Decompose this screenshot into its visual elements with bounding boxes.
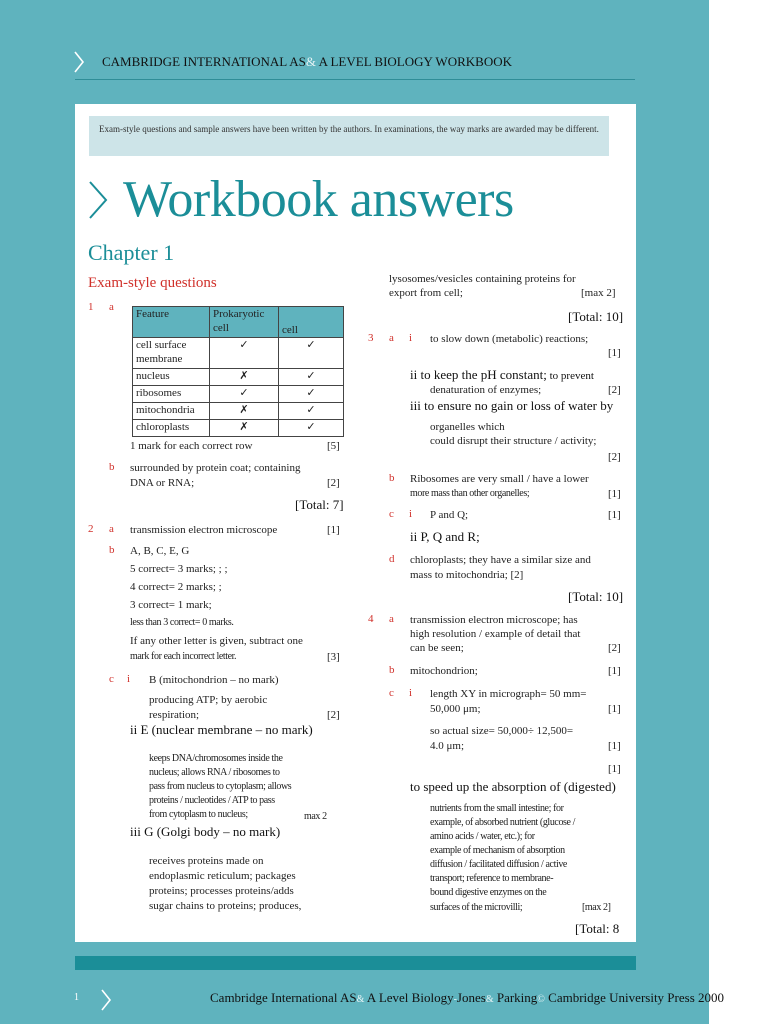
- answer-text: proteins; processes proteins/adds: [149, 885, 294, 897]
- table-header-row: [133, 307, 344, 338]
- answer-text: 50,000 μm;: [430, 703, 481, 715]
- answer-text: more mass than other organelles;: [410, 488, 530, 499]
- table-header: Prokaryotic cell: [210, 307, 279, 338]
- part-letter: b: [389, 472, 395, 484]
- mark-allocation: max 2: [304, 811, 327, 822]
- answer-text: 5 correct= 3 marks; ; ;: [130, 563, 228, 575]
- answer-text: transport; reference to membrane-: [430, 873, 554, 884]
- table-cell: ribosomes: [133, 386, 210, 403]
- mark-allocation: [1]: [608, 763, 621, 775]
- answer-text: 3 correct= 1 mark;: [130, 599, 212, 611]
- mark-allocation: [1]: [608, 488, 621, 500]
- mark-allocation: [5]: [327, 440, 340, 452]
- table-row: [133, 403, 344, 420]
- answer-text: lysosomes/vesicles containing proteins for: [389, 273, 576, 285]
- table-cell: ✓: [210, 338, 279, 369]
- table-header: Feature: [133, 307, 210, 338]
- answer-text: chloroplasts; they have a similar size and: [410, 554, 591, 566]
- answer-text: sugar chains to proteins; produces,: [149, 900, 302, 912]
- mark-allocation: [max 2]: [581, 287, 616, 299]
- sub-question: to speed up the absorption of (digested): [410, 779, 616, 794]
- chapter-heading: Chapter 1: [88, 240, 175, 265]
- sub-question: ii E (nuclear membrane – no mark): [130, 722, 313, 737]
- table-cell: ✓: [279, 369, 344, 386]
- answer-text: 1 mark for each correct row: [130, 440, 253, 452]
- table-cell: ✗: [210, 420, 279, 437]
- answer-text: Ribosomes are very small / have a lower: [410, 473, 589, 485]
- answer-text: to slow down (metabolic) reactions;: [430, 333, 589, 345]
- answer-text: nucleus; allows RNA / ribosomes to: [149, 767, 280, 778]
- table-cell: ✓: [210, 386, 279, 403]
- part-numeral: i: [409, 508, 413, 520]
- sub-question: iii to ensure no gain or loss of water by: [410, 398, 614, 413]
- mark-allocation: [3]: [327, 651, 340, 663]
- mark-allocation: [2]: [327, 709, 340, 721]
- answer-text: 4.0 μm;: [430, 740, 465, 752]
- mark-allocation: [2]: [608, 384, 621, 396]
- answer-text: organelles which: [430, 421, 505, 433]
- answer-text: DNA or RNA;: [130, 477, 195, 489]
- answer-text: receives proteins made on: [149, 855, 264, 867]
- section-heading: Exam-style questions: [88, 275, 217, 291]
- part-letter: b: [109, 544, 115, 556]
- answer-text: amino acids / water, etc.); for: [430, 831, 535, 842]
- chevron-right-icon: [87, 180, 109, 220]
- mark-allocation: [2]: [327, 477, 340, 489]
- question-number: 1: [88, 301, 94, 313]
- answer-text: producing ATP; by aerobic: [149, 694, 268, 706]
- table-row: [133, 386, 344, 403]
- mark-allocation: [1]: [608, 509, 621, 521]
- table-cell: ✓: [279, 338, 344, 369]
- sub-question: ii to keep the pH constant; to prevent: [410, 367, 594, 382]
- answer-page: [75, 104, 636, 942]
- answer-text: can be seen;: [410, 642, 464, 654]
- answer-text: mitochondrion;: [410, 665, 478, 677]
- chevron-right-icon: [72, 50, 86, 74]
- answer-text: so actual size= 50,000÷ 12,500=: [430, 725, 574, 737]
- table-row: [133, 420, 344, 437]
- answer-text: nutrients from the small intestine; for: [430, 803, 564, 814]
- table-header: cell: [279, 307, 344, 338]
- question-total: [Total: 7]: [295, 497, 344, 512]
- answer-text: P and Q;: [430, 509, 469, 521]
- answer-text: respiration;: [149, 709, 200, 721]
- answer-text: pass from nucleus to cytoplasm; allows: [149, 781, 292, 792]
- answer-text: mass to mitochondria; [2]: [410, 569, 524, 581]
- page-title: Workbook answers: [123, 171, 514, 228]
- table-cell: ✗: [210, 403, 279, 420]
- answer-text: denaturation of enzymes;: [430, 384, 542, 396]
- answer-text: high resolution / example of detail that: [410, 628, 581, 640]
- answer-text: mark for each incorrect letter.: [130, 651, 237, 662]
- mark-allocation: [max 2]: [582, 902, 611, 913]
- answer-text: example of mechanism of absorption: [430, 845, 565, 856]
- footer-credit: Cambridge International AS& A Level Biology-Jones& Parking© Cambridge University Press 2000: [210, 990, 724, 1005]
- table-cell: ✓: [279, 420, 344, 437]
- answer-text: could disrupt their structure / activity;: [430, 435, 597, 447]
- part-letter: b: [109, 461, 115, 473]
- part-letter: a: [389, 332, 394, 344]
- answer-text: transmission electron microscope: [130, 524, 278, 536]
- answer-text: proteins / nucleotides / ATP to pass: [149, 795, 275, 806]
- part-letter: a: [109, 301, 114, 313]
- answer-text: length XY in micrograph= 50 mm=: [430, 688, 587, 700]
- answer-text: bound digestive enzymes on the: [430, 887, 547, 898]
- sub-question: iii G (Golgi body – no mark): [130, 824, 281, 839]
- answer-text: surrounded by protein coat; containing: [130, 462, 301, 474]
- header-divider: [75, 79, 635, 80]
- answer-text: transmission electron microscope; has: [410, 614, 578, 626]
- part-letter: c: [389, 687, 394, 699]
- answer-text: keeps DNA/chromosomes inside the: [149, 753, 283, 764]
- answer-text: 4 correct= 2 marks; ;: [130, 581, 222, 593]
- answer-text: from cytoplasm to nucleus;: [149, 809, 248, 820]
- part-numeral: i: [127, 673, 131, 685]
- part-letter: a: [389, 613, 394, 625]
- part-letter: c: [109, 673, 114, 685]
- mark-allocation: [1]: [608, 665, 621, 677]
- table-row: [133, 338, 344, 369]
- answer-text: export from cell;: [389, 287, 463, 299]
- answer-text: diffusion / facilitated diffusion / active: [430, 859, 567, 870]
- footer-bar: [75, 956, 636, 970]
- part-letter: a: [109, 523, 114, 535]
- sub-question: ii P, Q and R;: [410, 529, 480, 544]
- part-numeral: i: [409, 687, 413, 699]
- answer-text: example, of absorbed nutrient (glucose /: [430, 817, 576, 828]
- table-cell: ✗: [210, 369, 279, 386]
- chevron-right-icon: [99, 988, 113, 1012]
- answer-text: B (mitochondrion – no mark): [149, 674, 279, 686]
- mark-allocation: [1]: [608, 703, 621, 715]
- part-letter: d: [389, 553, 395, 565]
- table-cell: ✓: [279, 403, 344, 420]
- table-row: [133, 369, 344, 386]
- part-letter: b: [389, 664, 395, 676]
- header-title: CAMBRIDGE INTERNATIONAL AS& A LEVEL BIOLOGY WORKBOOK: [102, 54, 512, 69]
- feature-table: [132, 306, 344, 437]
- mark-allocation: [1]: [608, 347, 621, 359]
- answer-text: If any other letter is given, subtract one: [130, 635, 303, 647]
- table-cell: ✓: [279, 386, 344, 403]
- question-number: 2: [88, 523, 94, 535]
- table-cell: cell surface membrane: [133, 338, 210, 369]
- answer-text: endoplasmic reticulum; packages: [149, 870, 296, 882]
- table-cell: chloroplasts: [133, 420, 210, 437]
- mark-allocation: [1]: [327, 524, 340, 536]
- table-cell: nucleus: [133, 369, 210, 386]
- answer-text: less than 3 correct= 0 marks.: [130, 617, 234, 628]
- page-number: 1: [74, 992, 79, 1003]
- part-numeral: i: [409, 332, 413, 344]
- mark-allocation: [2]: [608, 451, 621, 463]
- disclaimer-note: Exam-style questions and sample answers have been written by the authors. In examinations, the way marks are awarded may be different.: [89, 116, 609, 156]
- table-cell: mitochondria: [133, 403, 210, 420]
- question-number: 4: [368, 613, 374, 625]
- mark-allocation: [2]: [608, 642, 621, 654]
- part-letter: c: [389, 508, 394, 520]
- question-total: [Total: 10]: [568, 309, 624, 324]
- answer-text: surfaces of the microvilli;: [430, 902, 523, 913]
- answer-text: A, B, C, E, G: [130, 545, 190, 557]
- mark-allocation: [1]: [608, 740, 621, 752]
- question-total: [Total: 8: [575, 921, 620, 936]
- question-number: 3: [368, 332, 374, 344]
- question-total: [Total: 10]: [568, 589, 624, 604]
